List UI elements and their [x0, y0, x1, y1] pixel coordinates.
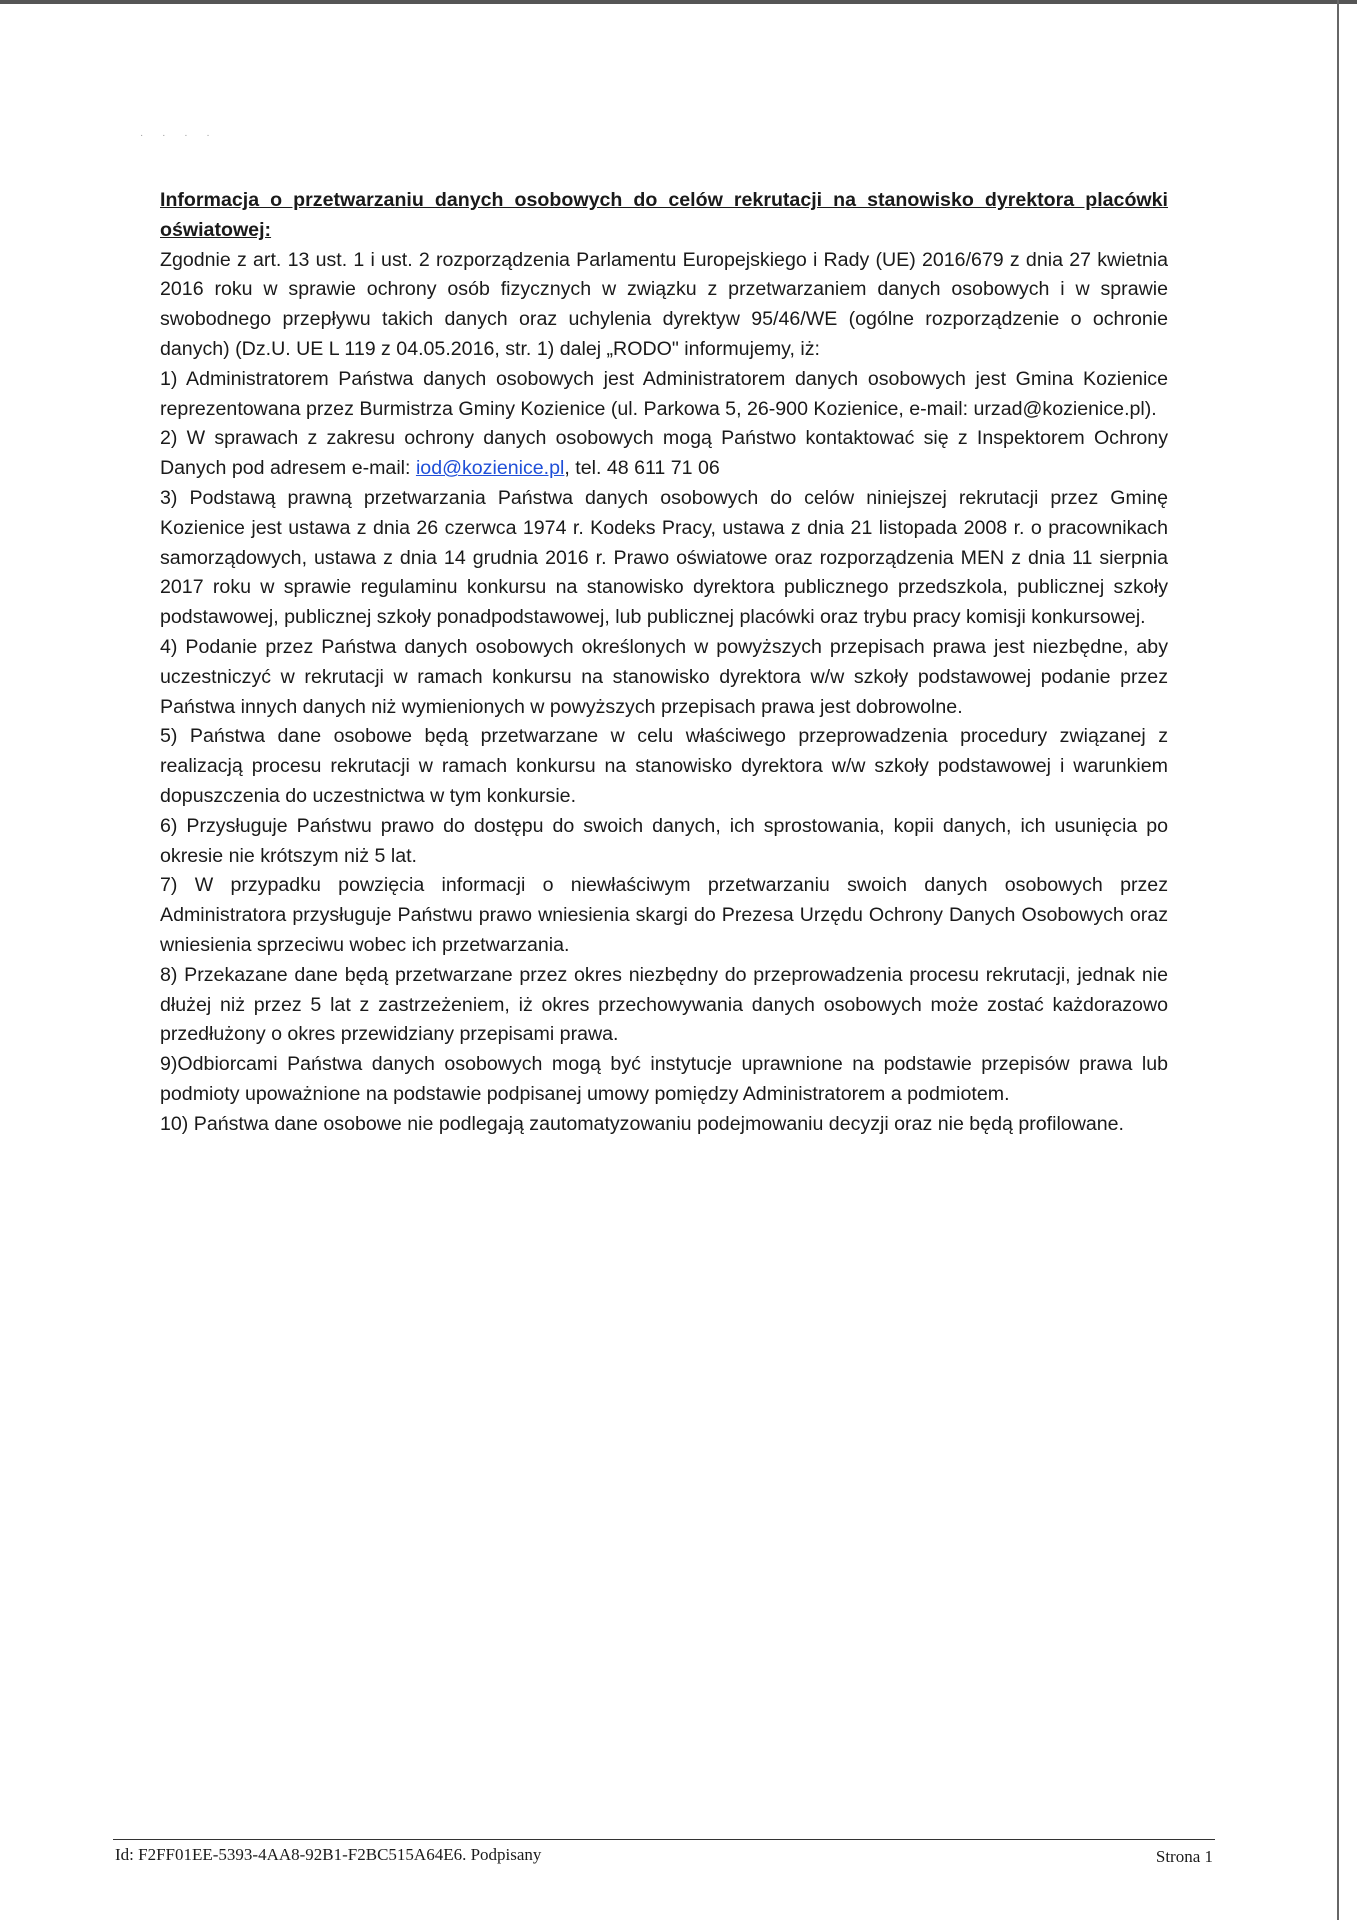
scan-right-border	[1337, 0, 1339, 1920]
footer-divider	[113, 1839, 1215, 1840]
document-title: Informacja o przetwarzaniu danych osobowych do celów rekrutacji na stanowisko dyrektora placówki oświatowej:	[160, 189, 1168, 241]
paragraph-3: 3) Podstawą prawną przetwarzania Państwa danych osobowych do celów niniejszej rekrutacji przez Gminę Kozienice jest ustawa z dnia 26 czerwca 1974 r. Kodeks Pracy, ustawa z dnia 21 listopada 2008 r. o pracownikach samorządowych, ustawa z dnia 14 grudnia 2016 r. Prawo oświatowe oraz rozporządzenia MEN z dnia 11 sierpnia 2017 roku w sprawie regulaminu konkursu na stanowisko dyrektora publicznego przedszkola, publicznej szkoły podstawowej, publicznej szkoły ponadpodstawowej, lub publicznej placówki oraz trybu pracy komisji konkursowej.	[160, 486, 1168, 629]
paragraph-4: 4) Podanie przez Państwa danych osobowych określonych w powyższych przepisach prawa jest niezbędne, aby uczestniczyć w rekrutacji w ramach konkursu na stanowisko dyrektora w/w szkoły podstawowej podanie przez Państwa innych danych niż wymienionych w powyższych przepisach prawa jest dobrowolne.	[160, 635, 1168, 718]
paragraph-1: 1) Administratorem Państwa danych osobowych jest Administratorem danych osobowych jest Gmina Kozienice reprezentowana przez Burmistrza Gminy Kozienice (ul. Parkowa 5, 26-900 Kozienice, e-mail: urzad@kozienice.pl).	[160, 367, 1168, 420]
paragraph-2-text-before: 2) W sprawach z zakresu ochrony danych osobowych mogą Państwo kontaktować się z Inspektorem Ochrony Danych pod adresem e-mail:	[160, 427, 1168, 480]
scan-specks: · · · ·	[140, 130, 218, 141]
paragraph-9: 9)Odbiorcami Państwa danych osobowych mogą być instytucje uprawnione na podstawie przepisów prawa lub podmioty upoważnione na podstawie podpisanej umowy pomiędzy Administratorem a podmiotem.	[160, 1053, 1168, 1105]
intro-paragraph: Zgodnie z art. 13 ust. 1 i ust. 2 rozporządzenia Parlamentu Europejskiego i Rady (UE) 2016/679 z dnia 27 kwietnia 2016 roku w sprawie ochrony osób fizycznych w związku z przetwarzaniem danych osobowych i w sprawie swobodnego przepływu takich danych oraz uchylenia dyrektyw 95/46/WE (ogólne rozporządzenie o ochronie danych) (Dz.U. UE L 119 z 04.05.2016, str. 1) dalej „RODO" informujemy, iż:	[160, 248, 1168, 360]
footer-page-number: Strona 1	[1155, 1847, 1213, 1866]
scan-top-border	[0, 0, 1357, 4]
document-body	[160, 186, 1168, 1140]
paragraph-5: 5) Państwa dane osobowe będą przetwarzane w celu właściwego przeprowadzenia procedury związanej z realizacją procesu rekrutacji w ramach konkursu na stanowisko dyrektora w/w szkoły podstawowej i warunkiem dopuszczenia do uczestnictwa w tym konkursie.	[160, 725, 1168, 807]
iod-email-link[interactable]: iod@kozienice.pl	[415, 457, 565, 480]
paragraph-6: 6) Przysługuje Państwu prawo do dostępu do swoich danych, ich sprostowania, kopii danych, ich usunięcia po okresie nie krótszym niż 5 lat.	[160, 814, 1168, 867]
paragraph-10: 10) Państwa dane osobowe nie podlegają zautomatyzowaniu podejmowaniu decyzji oraz nie będą profilowane.	[160, 1112, 1124, 1135]
paragraph-2	[160, 424, 1168, 484]
paragraph-8: 8) Przekazane dane będą przetwarzane przez okres niezbędny do przeprowadzenia procesu rekrutacji, jednak nie dłużej niż przez 5 lat z zastrzeżeniem, iż okres przechowywania danych osobowych może zostać każdorazowo przedłużony o okres przewidziany przepisami prawa.	[160, 963, 1168, 1046]
footer-document-id: Id: F2FF01EE-5393-4AA8-92B1-F2BC515A64E6. Podpisany	[115, 1845, 542, 1864]
paragraph-2-text-after: , tel. 48 611 71 06	[564, 457, 720, 480]
paragraph-7: 7) W przypadku powzięcia informacji o niewłaściwym przetwarzaniu swoich danych osobowych przez Administratora przysługuje Państwu prawo wniesienia skargi do Prezesa Urzędu Ochrony Danych Osobowych oraz wniesienia sprzeciwu wobec ich przetwarzania.	[160, 874, 1168, 956]
